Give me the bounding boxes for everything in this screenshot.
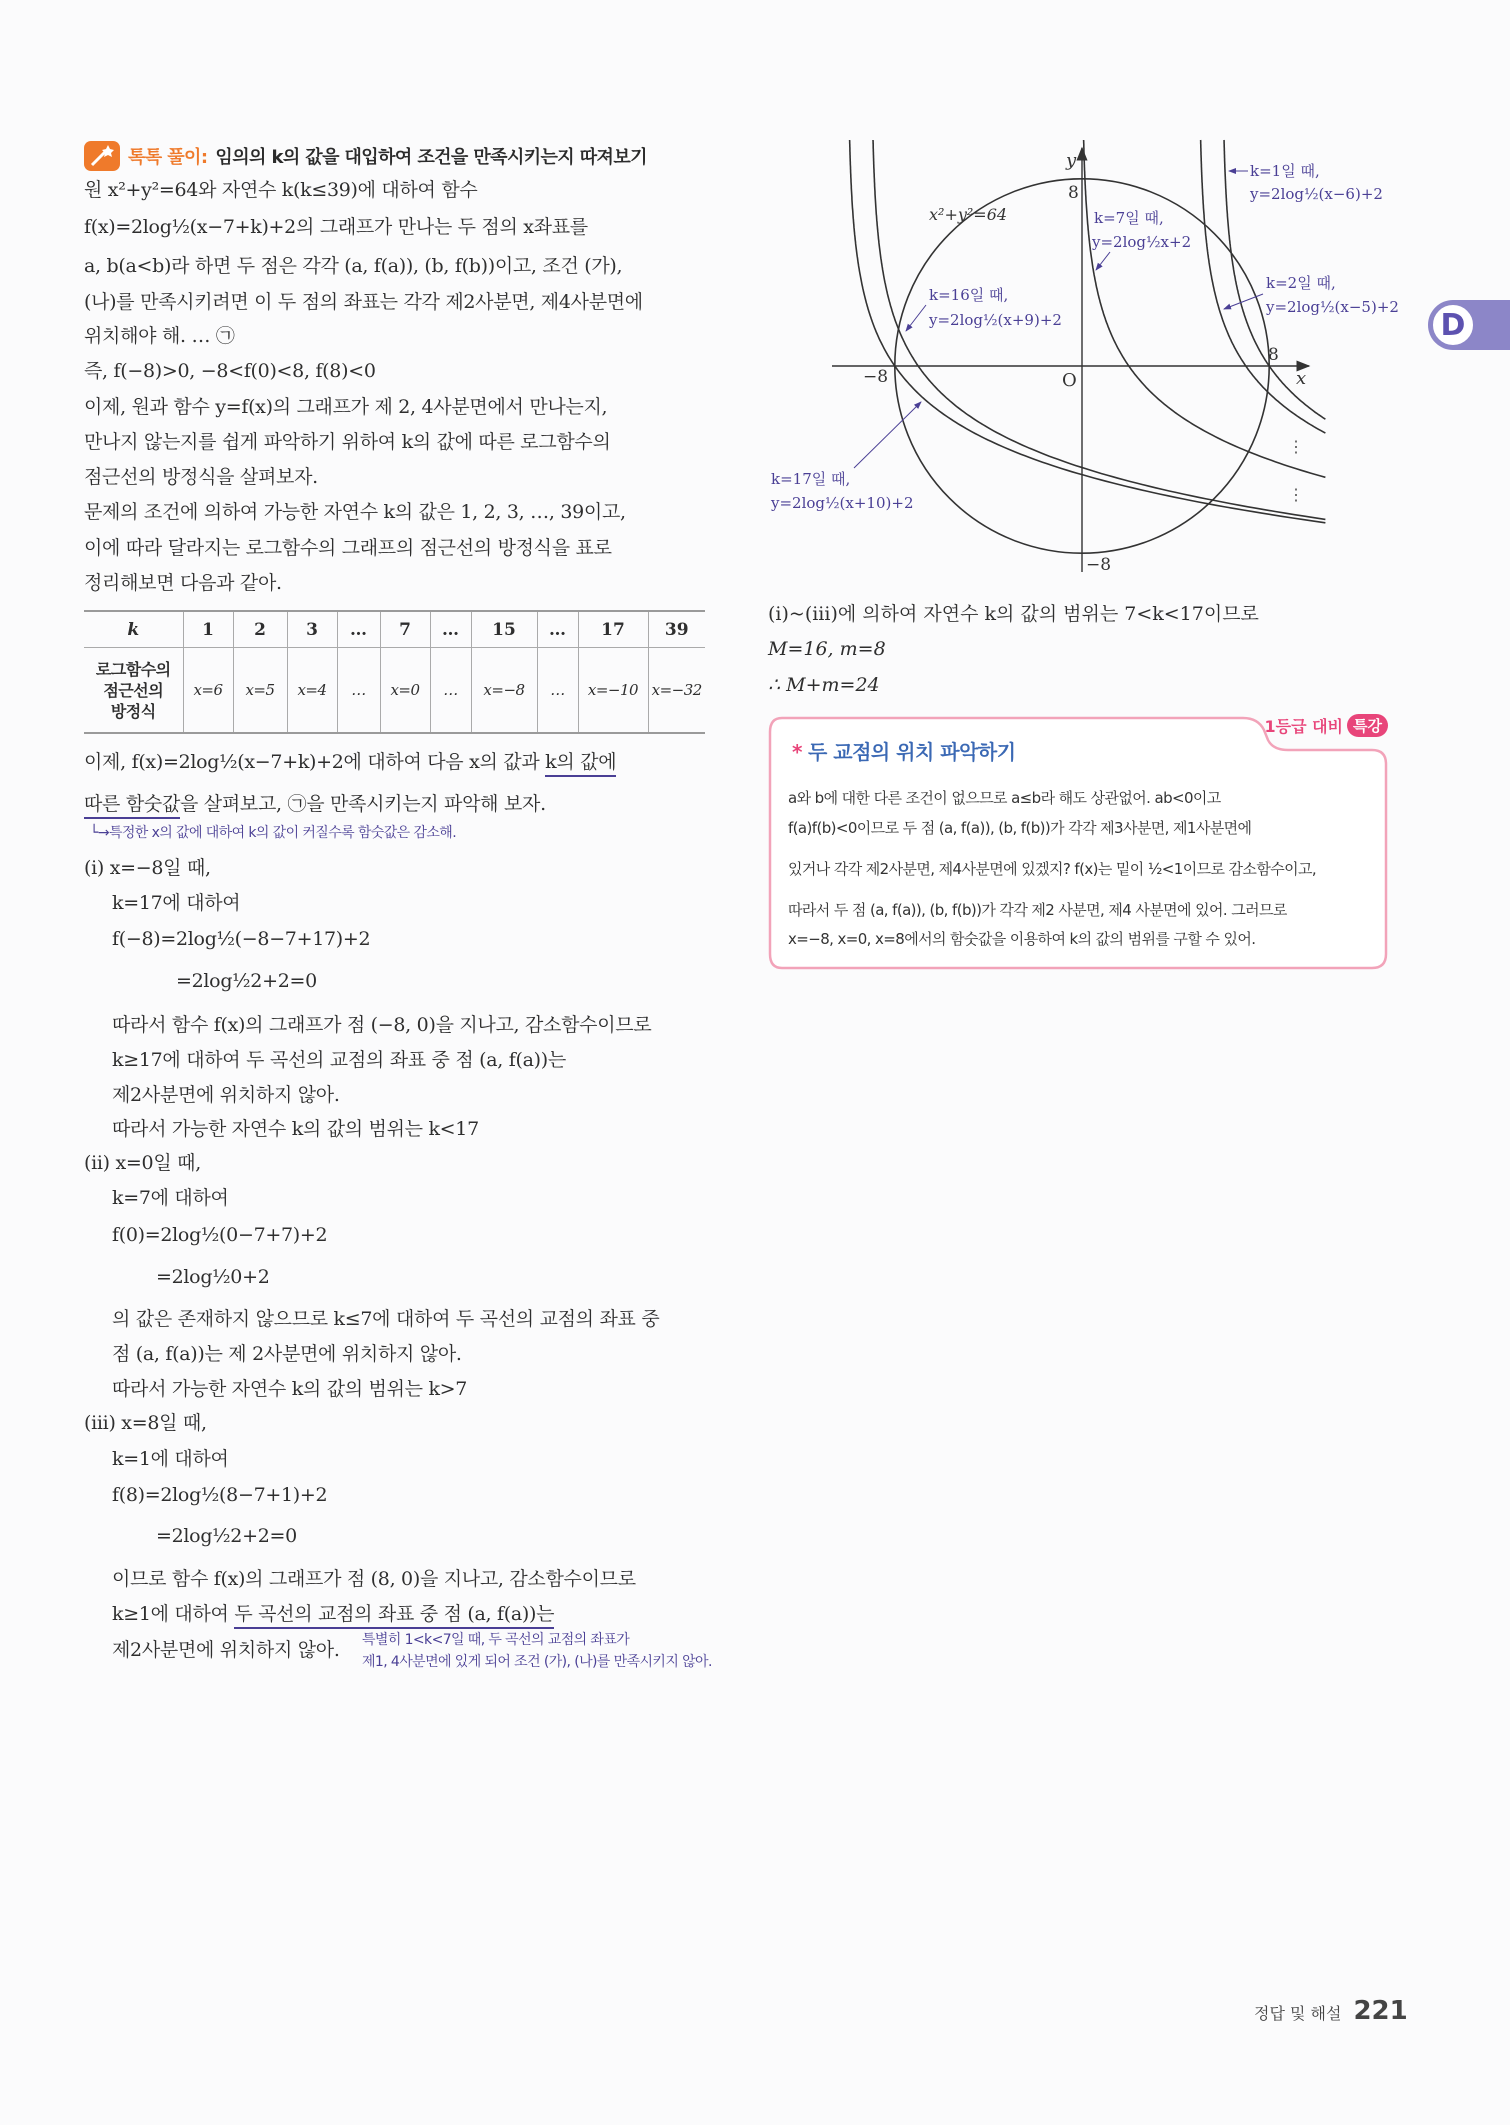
section-tab-letter: D	[1430, 302, 1476, 348]
text-span: 이제, f(x)=2log½(x−7+k)+2에 대하여 다음 x의 값과	[84, 751, 546, 773]
row-label-line: 로그함수의	[95, 659, 171, 679]
text-line: a, b(a<b)라 하면 두 점은 각각 (a, f(a)), (b, f(b))이고, 조건 (가),	[84, 255, 623, 277]
text-line: 따라서 가능한 자연수 k의 값의 범위는 k<17	[112, 1118, 479, 1140]
table-header-cell: …	[430, 611, 471, 648]
text-span: 을 살펴보고, ㉠을 만족시키는지 파악해 보자.	[180, 793, 546, 815]
tip-line: x=−8, x=0, x=8에서의 함숫값을 이용하여 k의 값의 범위를 구할 수 있어.	[788, 930, 1256, 948]
equation-line: =2log½0+2	[156, 1266, 270, 1288]
section-tab[interactable]	[1428, 300, 1510, 350]
tip-tab-badge: 특강	[1347, 714, 1388, 737]
x-axis-label: x	[1296, 368, 1307, 389]
magic-wand-icon	[84, 141, 120, 171]
log-curve-k16	[873, 140, 1325, 519]
log-curve-k17	[850, 140, 1326, 523]
text-line	[84, 789, 709, 819]
ellipsis-dots: ⋮	[1288, 485, 1304, 504]
y-axis-label: y	[1066, 150, 1077, 171]
text-line: k=1에 대하여	[112, 1448, 229, 1470]
origin-label: O	[1062, 370, 1077, 391]
page-footer	[1254, 1996, 1408, 2026]
table-cell: x=6	[183, 648, 233, 734]
underlined-text: 두 곡선의 교점의 좌표 중 점 (a, f(a))는	[234, 1603, 554, 1629]
table-header-cell: 2	[233, 611, 287, 648]
text-line: k=7에 대하여	[112, 1187, 229, 1209]
circle-curve	[895, 179, 1269, 553]
text-line: (나)를 만족시키려면 이 두 점의 좌표는 각각 제2사분면, 제4사분면에	[84, 291, 643, 313]
text-line: 따라서 함수 f(x)의 그래프가 점 (−8, 0)을 지나고, 감소함수이므로	[112, 1014, 652, 1036]
curve-equation-k1: y=2log½(x−6)+2	[1250, 185, 1383, 203]
table-header-cell: 1	[183, 611, 233, 648]
text-line: 제2사분면에 위치하지 않아.	[112, 1084, 340, 1106]
curve-equation-k7: y=2log½x+2	[1092, 233, 1192, 251]
text-line: 이므로 함수 f(x)의 그래프가 점 (8, 0)을 지나고, 감소함수이므로	[112, 1568, 636, 1590]
tip-line: 있거나 각각 제2사분면, 제4사분면에 있겠지? f(x)는 밑이 ½<1이므로 감소함수이고,	[788, 860, 1317, 878]
table-cell: …	[430, 648, 471, 734]
x-tick-neg8: −8	[863, 367, 889, 387]
underlined-text: 따른 함숫값	[84, 793, 180, 819]
log-curve-k1	[1224, 140, 1325, 419]
equation-line: =2log½2+2=0	[156, 1525, 297, 1547]
equation-line: f(0)=2log½(0−7+7)+2	[112, 1224, 328, 1246]
tip-line: f(a)f(b)<0이므로 두 점 (a, f(a)), (b, f(b))가 각각 제3사분면, 제1사분면에	[788, 819, 1252, 837]
table-cell: …	[537, 648, 578, 734]
solution-tag: 톡톡 풀이:	[128, 147, 208, 168]
table-header-cell: 17	[578, 611, 648, 648]
table-header-cell: 3	[287, 611, 337, 648]
tip-title-text: 두 교점의 위치 파악하기	[807, 740, 1016, 764]
curve-equation-k16: y=2log½(x+9)+2	[929, 311, 1062, 329]
final-answer: ∴ M+m=24	[768, 674, 880, 696]
text-line: 의 값은 존재하지 않으므로 k≤7에 대하여 두 곡선의 교점의 좌표 중	[112, 1308, 660, 1330]
text-line: 문제의 조건에 의하여 가능한 자연수 k의 값은 1, 2, 3, …, 39이고,	[84, 501, 626, 523]
asterisk-icon: *	[792, 740, 802, 764]
text-line: k≥17에 대하여 두 곡선의 교점의 좌표 중 점 (a, f(a))는	[112, 1049, 566, 1071]
text-line: 따라서 가능한 자연수 k의 값의 범위는 k>7	[112, 1378, 468, 1400]
text-line: 점 (a, f(a))는 제 2사분면에 위치하지 않아.	[112, 1343, 462, 1365]
curve-label-k7: k=7일 때,	[1094, 209, 1164, 227]
text-line: 이에 따라 달라지는 로그함수의 그래프의 점근선의 방정식을 표로	[84, 537, 612, 559]
asymptote-table	[84, 610, 705, 734]
table-header-cell: 39	[648, 611, 705, 648]
solution-header	[84, 140, 647, 172]
arrow-k17	[854, 402, 921, 468]
table-cell: x=4	[287, 648, 337, 734]
x-tick-8: 8	[1268, 345, 1279, 365]
y-tick-neg8: −8	[1086, 555, 1112, 575]
curve-label-k1: k=1일 때,	[1250, 162, 1320, 180]
equation-line: =2log½2+2=0	[176, 970, 317, 992]
table-cell: x=−32	[648, 648, 705, 734]
table-header-cell: …	[537, 611, 578, 648]
text-line	[84, 747, 709, 777]
page-number: 221	[1353, 1996, 1408, 2026]
table-cell: x=5	[233, 648, 287, 734]
text-line: 점근선의 방정식을 살펴보자.	[84, 466, 318, 488]
table-header-row	[84, 611, 705, 648]
text-line: 위치해야 해. … ㉠	[84, 325, 235, 347]
table-header-cell: k	[84, 611, 183, 648]
annotation-note: └→특정한 x의 값에 대하여 k의 값이 커질수록 함숫값은 감소해.	[90, 825, 457, 841]
annotation-note: 제1, 4사분면에 있게 되어 조건 (가), (나)를 만족시키지 않아.	[362, 1654, 712, 1670]
tip-box-tab	[1264, 714, 1388, 737]
text-line: k=17에 대하여	[112, 892, 241, 914]
footer-label: 정답 및 해설	[1254, 2004, 1342, 2023]
tip-tab-label: 1등급 대비	[1264, 717, 1344, 736]
table-header-cell: 7	[380, 611, 430, 648]
text-line: 제2사분면에 위치하지 않아.	[112, 1639, 340, 1661]
text-line: 만나지 않는지를 쉽게 파악하기 위하여 k의 값에 따른 로그함수의	[84, 431, 611, 453]
text-line: 즉, f(−8)>0, −8<f(0)<8, f(8)<0	[84, 360, 376, 382]
tip-box-title	[792, 736, 1016, 765]
tip-line: 따라서 두 점 (a, f(a)), (b, f(b))가 각각 제2 사분면, 제4 사분면에 있어. 그러므로	[788, 901, 1287, 919]
table-row	[84, 648, 705, 734]
table-cell: x=0	[380, 648, 430, 734]
y-tick-8: 8	[1068, 183, 1079, 203]
curve-equation-k17: y=2log½(x+10)+2	[771, 494, 914, 512]
arrow-k2	[1224, 294, 1263, 309]
log-curve-k2	[1201, 140, 1326, 433]
table-cell: x=−8	[471, 648, 537, 734]
equation-line: f(−8)=2log½(−8−7+17)+2	[112, 928, 371, 950]
arrow-k16	[906, 305, 926, 331]
conclusion-line: M=16, m=8	[768, 638, 886, 660]
case-heading: (iii) x=8일 때,	[84, 1412, 207, 1434]
row-label-line: 방정식	[110, 701, 156, 721]
curve-label-k2: k=2일 때,	[1266, 274, 1336, 292]
table-header-cell: …	[337, 611, 380, 648]
table-row-label	[84, 648, 183, 734]
row-label-line: 점근선의	[103, 680, 164, 700]
text-span: k≥1에 대하여	[112, 1603, 235, 1625]
text-line: 이제, 원과 함수 y=f(x)의 그래프가 제 2, 4사분면에서 만나는지,	[84, 396, 608, 418]
ellipsis-dots: ⋮	[1288, 437, 1304, 456]
arrow-k7	[1096, 252, 1110, 270]
case-heading: (ii) x=0일 때,	[84, 1152, 201, 1174]
curve-label-k17: k=17일 때,	[771, 470, 851, 488]
solution-title: 임의의 k의 값을 대입하여 조건을 만족시키는지 따져보기	[215, 147, 647, 168]
text-line: 정리해보면 다음과 같아.	[84, 572, 282, 594]
circle-label: x²+y²=64	[929, 205, 1008, 224]
log-curve-k7	[1084, 140, 1326, 477]
table-cell: …	[337, 648, 380, 734]
equation-line: f(8)=2log½(8−7+1)+2	[112, 1484, 328, 1506]
text-line	[112, 1599, 709, 1629]
text-line: f(x)=2log½(x−7+k)+2의 그래프가 만나는 두 점의 x좌표를	[84, 216, 588, 238]
text-line: 원 x²+y²=64와 자연수 k(k≤39)에 대하여 함수	[84, 179, 478, 201]
table-header-cell: 15	[471, 611, 537, 648]
table-cell: x=−10	[578, 648, 648, 734]
tip-line: a와 b에 대한 다른 조건이 없으므로 a≤b라 해도 상관없어. ab<0이고	[788, 789, 1221, 807]
conclusion-line: (i)~(iii)에 의하여 자연수 k의 값의 범위는 7<k<17이므로	[768, 603, 1259, 625]
annotation-note: 특별히 1<k<7일 때, 두 곡선의 교점의 좌표가	[362, 1632, 630, 1648]
curve-label-k16: k=16일 때,	[929, 286, 1009, 304]
case-heading: (i) x=−8일 때,	[84, 857, 211, 879]
tip-box	[768, 716, 1388, 970]
curve-equation-k2: y=2log½(x−5)+2	[1266, 298, 1399, 316]
underlined-text: k의 값에	[545, 751, 616, 777]
